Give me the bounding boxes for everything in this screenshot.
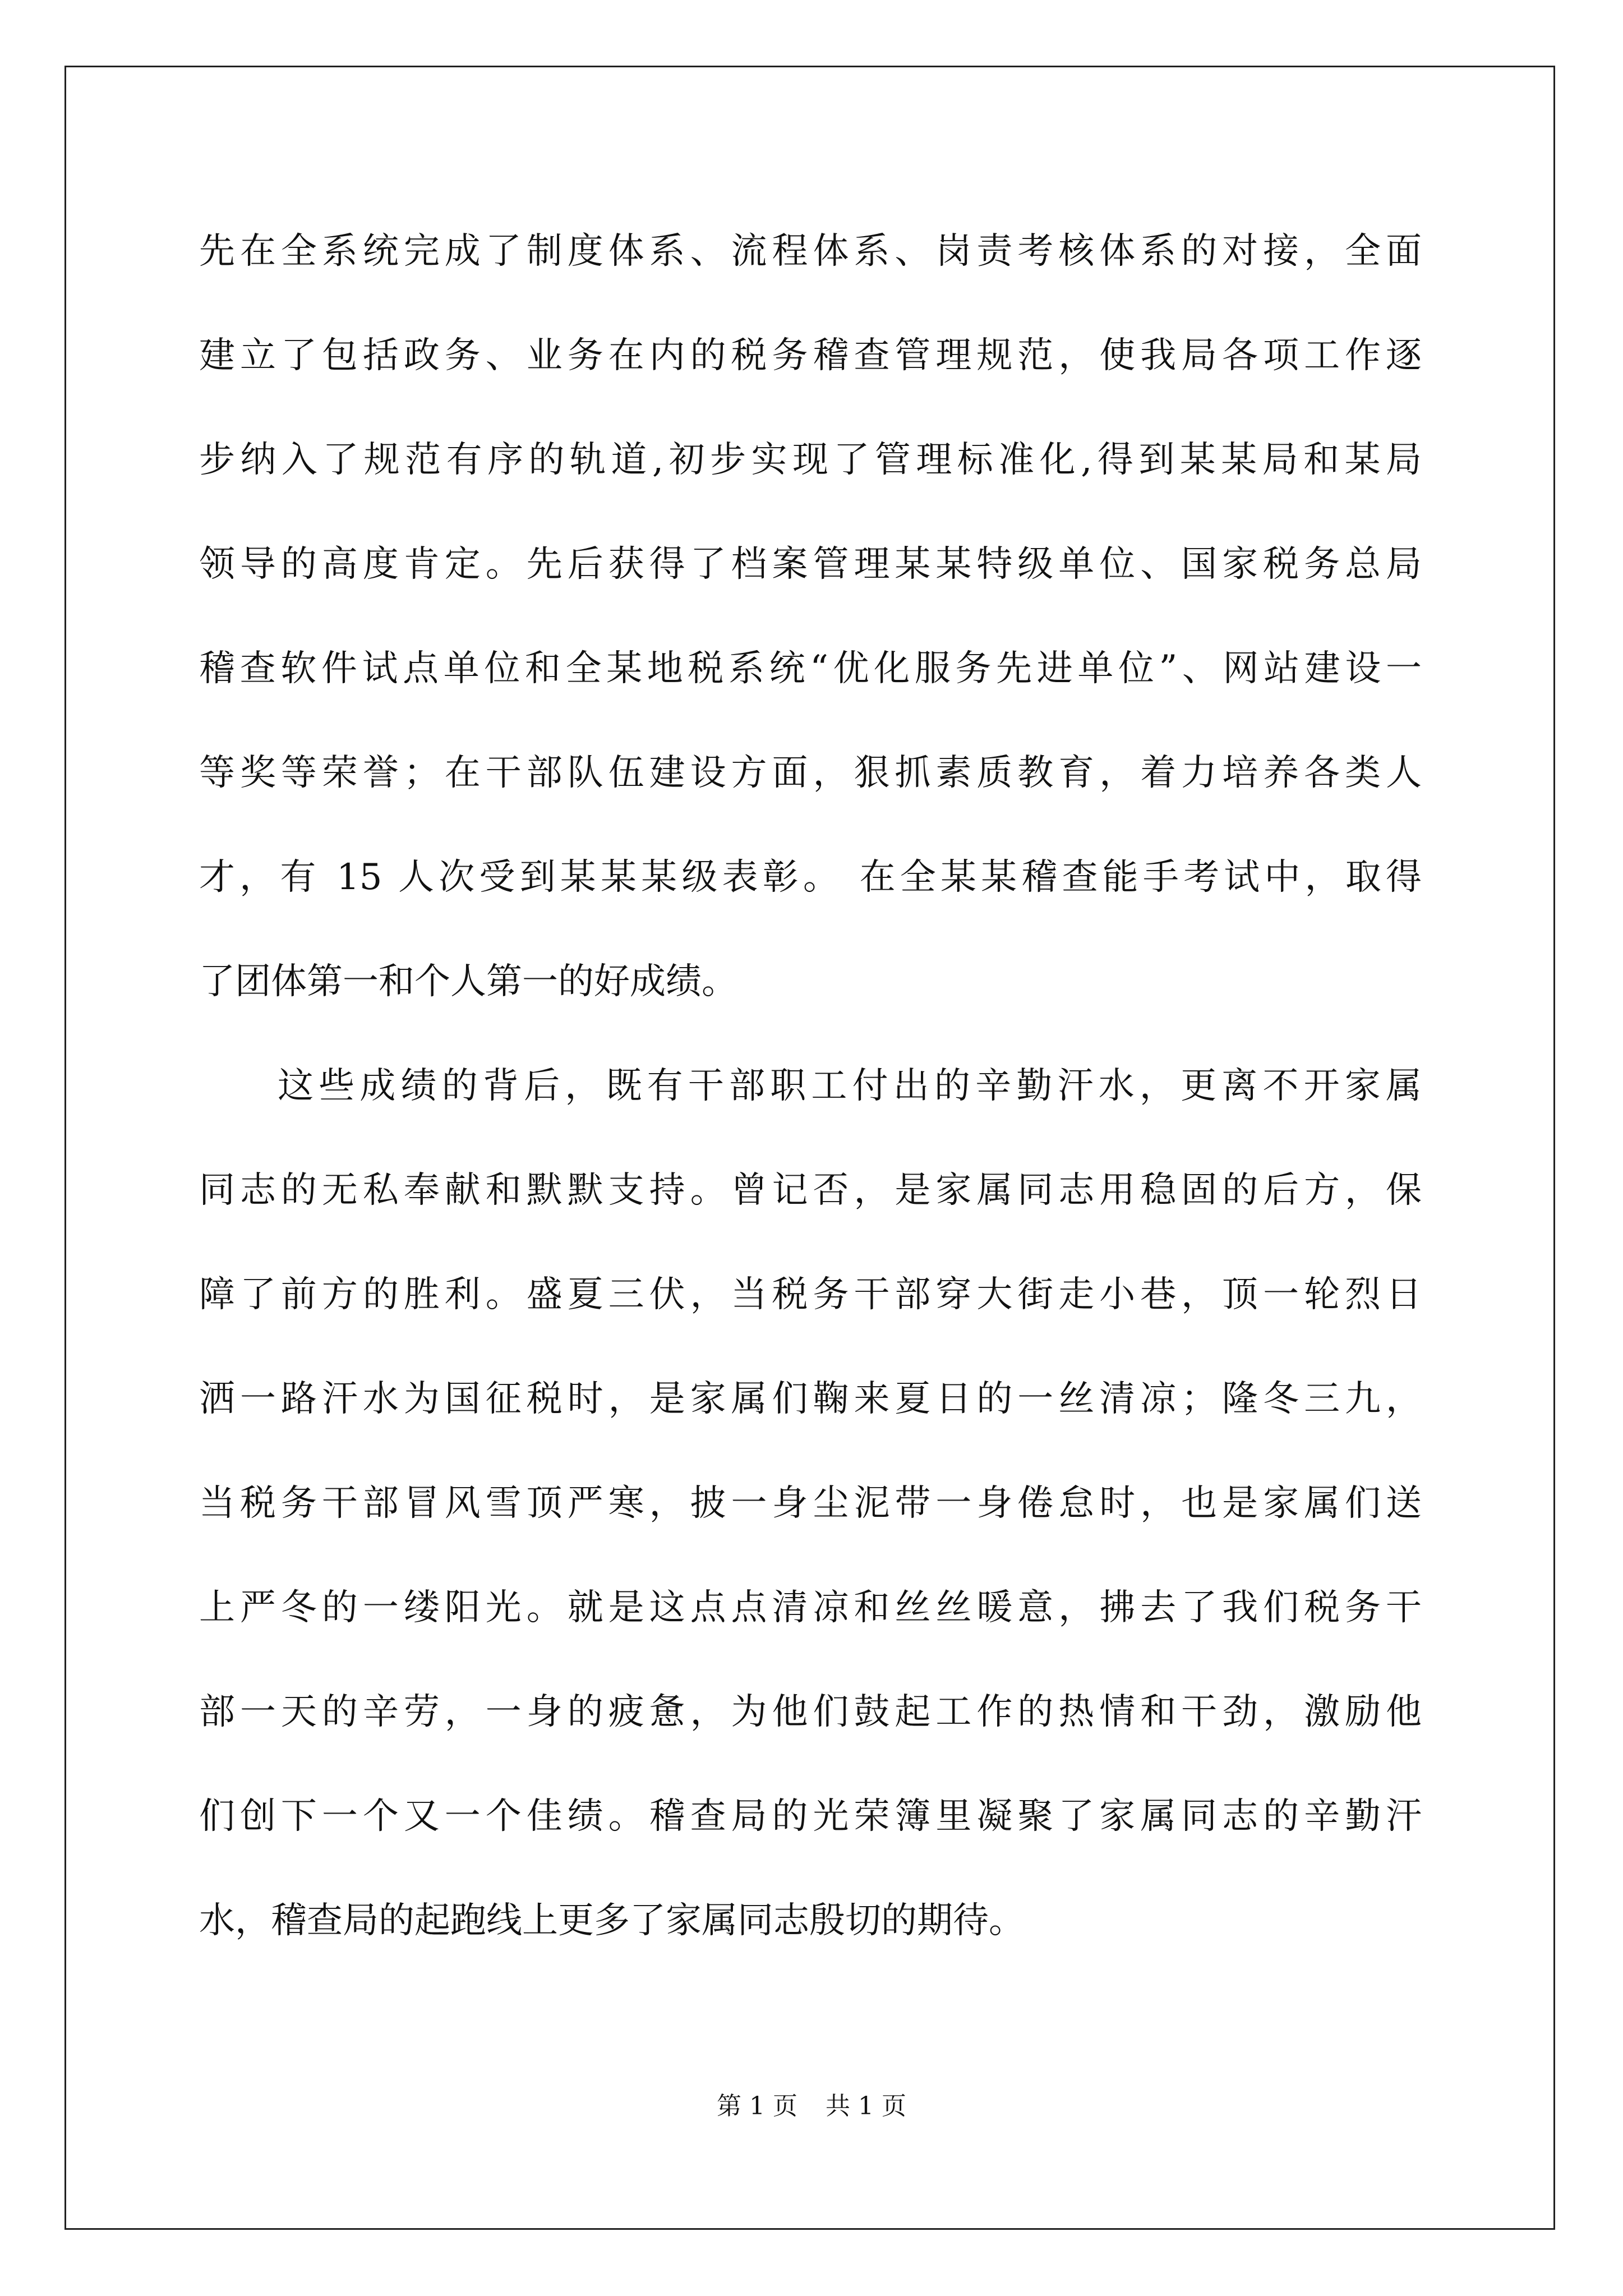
- page-number: 第 1 页: [717, 2092, 797, 2120]
- text-line: 先在全系统完成了制度体系、流程体系、岗责考核体系的对接，全面: [199, 231, 1422, 272]
- document-body: [199, 199, 1422, 1973]
- page-footer: [0, 2086, 1623, 2122]
- text-line: 稽查软件试点单位和全某地税系统“优化服务先进单位”、网站建设一: [199, 648, 1422, 689]
- text-line: 才，有 15 人次受到某某某级表彰。 在全某某稽查能手考试中，取得: [199, 857, 1422, 898]
- text-line: 部一天的辛劳，一身的疲惫，为他们鼓起工作的热情和干劲，激励他: [199, 1691, 1422, 1733]
- text-line: 上严冬的一缕阳光。就是这点点清凉和丝丝暖意，拂去了我们税务干: [199, 1587, 1422, 1628]
- text-line: 障了前方的胜利。盛夏三伏，当税务干部穿大街走小巷，顶一轮烈日: [199, 1274, 1422, 1315]
- text-line: 们创下一个又一个佳绩。稽查局的光荣簿里凝聚了家属同志的辛勤汗: [199, 1796, 1422, 1837]
- paragraph-2: [199, 1034, 1422, 1973]
- text-line: 洒一路汗水为国征税时，是家属们鞠来夏日的一丝清凉；隆冬三九，: [199, 1378, 1422, 1420]
- text-line: 领导的高度肯定。先后获得了档案管理某某特级单位、国家税务总局: [199, 544, 1422, 585]
- paragraph-1: [199, 199, 1422, 1034]
- text-line: 步纳入了规范有序的轨道,初步实现了管理标准化,得到某某局和某局: [199, 439, 1422, 481]
- text-line: 同志的无私奉献和默默支持。曾记否，是家属同志用稳固的后方，保: [199, 1170, 1422, 1211]
- text-line: 等奖等荣誉；在干部队伍建设方面，狠抓素质教育，着力培养各类人: [199, 752, 1422, 794]
- text-line: 这些成绩的背后，既有干部职工付出的辛勤汗水，更离不开家属: [278, 1065, 1422, 1107]
- page-total: 共 1 页: [826, 2092, 906, 2120]
- text-line: 水，稽查局的起跑线上更多了家属同志殷切的期待。: [199, 1900, 1025, 1941]
- text-line: 当税务干部冒风雪顶严寒，披一身尘泥带一身倦怠时，也是家属们送: [199, 1483, 1422, 1524]
- text-line: 建立了包括政务、业务在内的税务稽查管理规范，使我局各项工作逐: [199, 335, 1422, 376]
- text-line: 了团体第一和个人第一的好成绩。: [199, 961, 737, 1002]
